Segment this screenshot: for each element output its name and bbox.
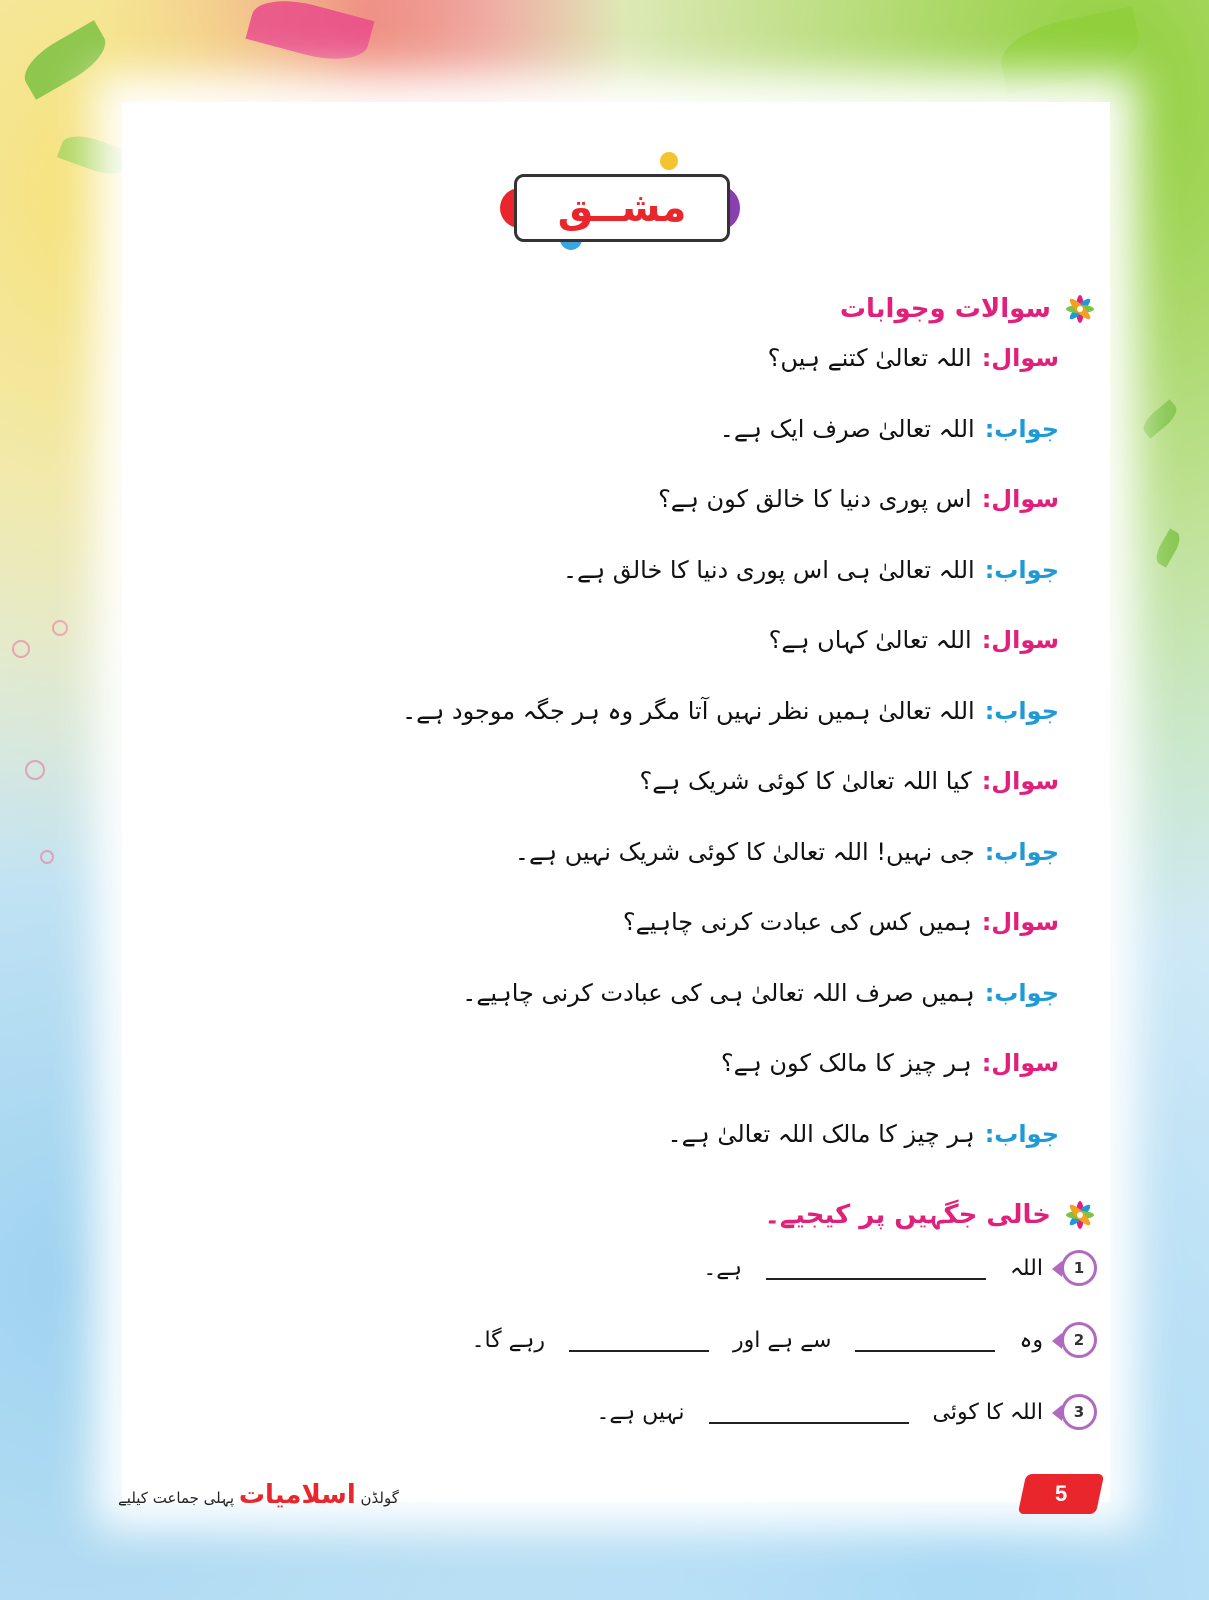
footer-book-title (118, 1480, 399, 1510)
answer-label: جواب: (984, 838, 1059, 866)
question-row (658, 485, 1059, 513)
blank-text: وہ (1019, 1327, 1043, 1353)
blank-line[interactable] (569, 1328, 709, 1352)
footer-brand: اسلامیات (238, 1480, 356, 1510)
decor-circle (12, 640, 30, 658)
answer-label: جواب: (984, 556, 1059, 584)
decor-circle (52, 620, 68, 636)
decor-circle (25, 760, 45, 780)
question-label: سوال: (981, 908, 1059, 936)
page-title: مشــق (514, 174, 730, 242)
question-row (768, 344, 1059, 372)
question-text: ہر چیز کا مالک کون ہے؟ (720, 1049, 972, 1077)
blank-text: ہے۔ (703, 1255, 742, 1281)
answer-label: جواب: (984, 697, 1059, 725)
blank-text: اللہ کا کوئی (932, 1399, 1043, 1425)
answer-text: اللہ تعالیٰ ہمیں نظر نہیں آتا مگر وہ ہر جگہ موجود ہے۔ (402, 697, 975, 725)
answer-text: اللہ تعالیٰ ہی اس پوری دنیا کا خالق ہے۔ (562, 556, 975, 584)
answer-row (668, 1120, 1059, 1148)
answer-text: جی نہیں! اللہ تعالیٰ کا کوئی شریک نہیں ہے۔ (514, 838, 975, 866)
blank-text: نہیں ہے۔ (596, 1399, 685, 1425)
item-number-badge: 1 (1061, 1250, 1097, 1286)
decor-circle (40, 850, 54, 864)
decor-leaf (1139, 399, 1181, 439)
question-row (769, 626, 1059, 654)
blank-text: سے ہے اور (733, 1327, 832, 1353)
blank-line[interactable] (855, 1328, 995, 1352)
question-text: ہمیں کس کی عبادت کرنی چاہیے؟ (622, 908, 972, 936)
blank-text: رہے گا۔ (471, 1327, 546, 1353)
blank-line[interactable] (766, 1256, 986, 1280)
answer-row (720, 415, 1059, 443)
qa-heading (840, 292, 1097, 326)
decor-leaf (16, 20, 114, 100)
flower-star-icon (1063, 292, 1097, 326)
blank-item (472, 1322, 1097, 1358)
answer-text: ہر چیز کا مالک اللہ تعالیٰ ہے۔ (667, 1120, 975, 1148)
answer-label: جواب: (984, 1120, 1059, 1148)
item-number-badge: 2 (1061, 1322, 1097, 1358)
question-text: اللہ تعالیٰ کتنے ہیں؟ (767, 344, 972, 372)
question-row (721, 1049, 1059, 1077)
item-number-badge: 3 (1061, 1394, 1097, 1430)
question-label: سوال: (981, 767, 1059, 795)
flower-star-icon (1063, 1198, 1097, 1232)
blanks-heading-text: خالی جگہیں پر کیجیے۔ (764, 1200, 1051, 1230)
answer-label: جواب: (984, 979, 1059, 1007)
question-row (623, 908, 1059, 936)
footer-prefix: گولڈن (360, 1489, 399, 1507)
question-label: سوال: (981, 485, 1059, 513)
page-number-text: 5 (1054, 1481, 1068, 1506)
blank-item (703, 1250, 1097, 1286)
page-number (1018, 1474, 1105, 1514)
answer-label: جواب: (984, 415, 1059, 443)
title-badge (500, 150, 740, 260)
answer-row (462, 979, 1059, 1007)
blank-line[interactable] (709, 1400, 909, 1424)
decor-leaf (1152, 528, 1184, 567)
answer-row (515, 838, 1059, 866)
blanks-heading (765, 1198, 1097, 1232)
qa-heading-text: سوالات وجوابات (839, 294, 1051, 324)
decor-leaf (995, 6, 1144, 94)
answer-text: اللہ تعالیٰ صرف ایک ہے۔ (719, 415, 975, 443)
title-blob-yellow (660, 152, 678, 170)
blank-text: اللہ (1010, 1255, 1043, 1281)
footer-suffix: پہلی جماعت کیلیے (118, 1489, 235, 1507)
answer-row (563, 556, 1059, 584)
question-row (639, 767, 1059, 795)
question-text: اللہ تعالیٰ کہاں ہے؟ (768, 626, 972, 654)
question-label: سوال: (981, 1049, 1059, 1077)
blank-item (596, 1394, 1097, 1430)
question-text: اس پوری دنیا کا خالق کون ہے؟ (658, 485, 972, 513)
question-label: سوال: (981, 344, 1059, 372)
answer-row (402, 697, 1059, 725)
question-label: سوال: (981, 626, 1059, 654)
question-text: کیا اللہ تعالیٰ کا کوئی شریک ہے؟ (639, 767, 972, 795)
answer-text: ہمیں صرف اللہ تعالیٰ ہی کی عبادت کرنی چاہیے۔ (462, 979, 975, 1007)
decor-leaf (246, 0, 375, 70)
